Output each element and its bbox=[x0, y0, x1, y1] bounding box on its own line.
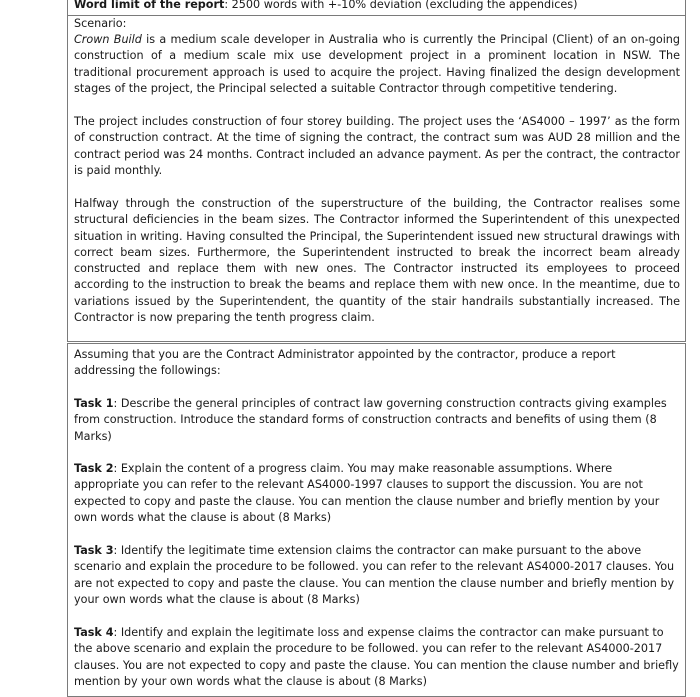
task-4 bbox=[74, 625, 680, 690]
scenario-box bbox=[67, 15, 686, 342]
task-3 bbox=[74, 543, 680, 608]
word-limit-text: : 2500 words with +-10% deviation (excluding the appendices) bbox=[224, 0, 578, 11]
task-1-label: Task 1 bbox=[74, 397, 114, 410]
assignment-brief bbox=[67, 0, 686, 697]
tasks-intro: Assuming that you are the Contract Administrator appointed by the contractor, produce a report addressing the followings: bbox=[74, 348, 616, 378]
task-2 bbox=[74, 461, 680, 526]
word-limit-line bbox=[74, 0, 680, 13]
task-2-text: : Explain the content of a progress claim. You may make reasonable assumptions. Where appropriate you can refer to the relevant AS4000-1997 clauses to support the discussion. You are not expected to copy and paste the clause. You can mention the clause number and briefly mention by your own words what the clause is about (8 Marks) bbox=[74, 462, 660, 524]
tasks-box bbox=[67, 343, 686, 697]
scenario-paragraph-1-text: is a medium scale developer in Australia who is currently the Principal (Client) of an on-going construction of a medium scale mix use development project in a prominent location in NSW. The traditional procurement approach is used to acquire the project. Having finalized the design development stages of the project, the Principal selected a suitable Contractor through competitive tendering. bbox=[74, 33, 680, 95]
task-2-label: Task 2 bbox=[74, 462, 114, 475]
scenario-paragraph-2: The project includes construction of four storey building. The project uses the ‘AS4000 – 1997’ as the form of construction contract. At the time of signing the contract, the contract sum was AUD 28 million and the contract period was 24 months. Contract included an advance payment. As per the contract, the contractor is paid monthly. bbox=[74, 115, 680, 177]
task-3-label: Task 3 bbox=[74, 544, 114, 557]
scenario-paragraph-3: Halfway through the construction of the superstructure of the building, the Contractor realises some structural deficiencies in the beam sizes. The Contractor informed the Superintendent of this unexpected situation in writing. Having consulted the Principal, the Superintendent issued new structural drawings with correct beam sizes. Furthermore, the Superintendent instructed to break the incorrect beam already constructed and replace them with new ones. The Contractor instructed its employees to proceed according to the instruction to break the beams and replace them with new once. In the meantime, due to variations issued by the Superintendent, the quantity of the stair handrails substantially increased. The Contractor is now preparing the tenth progress claim. bbox=[74, 197, 680, 325]
task-4-text: : Identify and explain the legitimate loss and expense claims the contractor can make pursuant to the above scenario and explain the procedure to be followed. you can refer to the relevant AS4000-2017 clauses. You are not expected to copy and paste the clause. You can mention the clause number and briefly mention by your own words what the clause is about (8 Marks) bbox=[74, 626, 679, 688]
scenario-heading: Scenario: bbox=[74, 17, 127, 30]
company-name: Crown Build bbox=[74, 33, 142, 46]
word-limit-box bbox=[67, 0, 686, 16]
task-3-text: : Identify the legitimate time extension claims the contractor can make pursuant to the above scenario and explain the procedure to be followed. you can refer to the relevant AS4000-2017 clauses. You are not expected to copy and paste the clause. You can mention the clause number and briefly mention by your own words what the clause is about (8 Marks) bbox=[74, 544, 675, 606]
task-4-label: Task 4 bbox=[74, 626, 114, 639]
scenario-paragraph-1 bbox=[74, 32, 680, 97]
task-1-text: : Describe the general principles of contract law governing construction contracts giving examples from construction. Introduce the standard forms of construction contracts and benefits of using them (8 Marks) bbox=[74, 397, 667, 443]
task-1 bbox=[74, 396, 680, 445]
word-limit-label: Word limit of the report bbox=[74, 0, 225, 11]
